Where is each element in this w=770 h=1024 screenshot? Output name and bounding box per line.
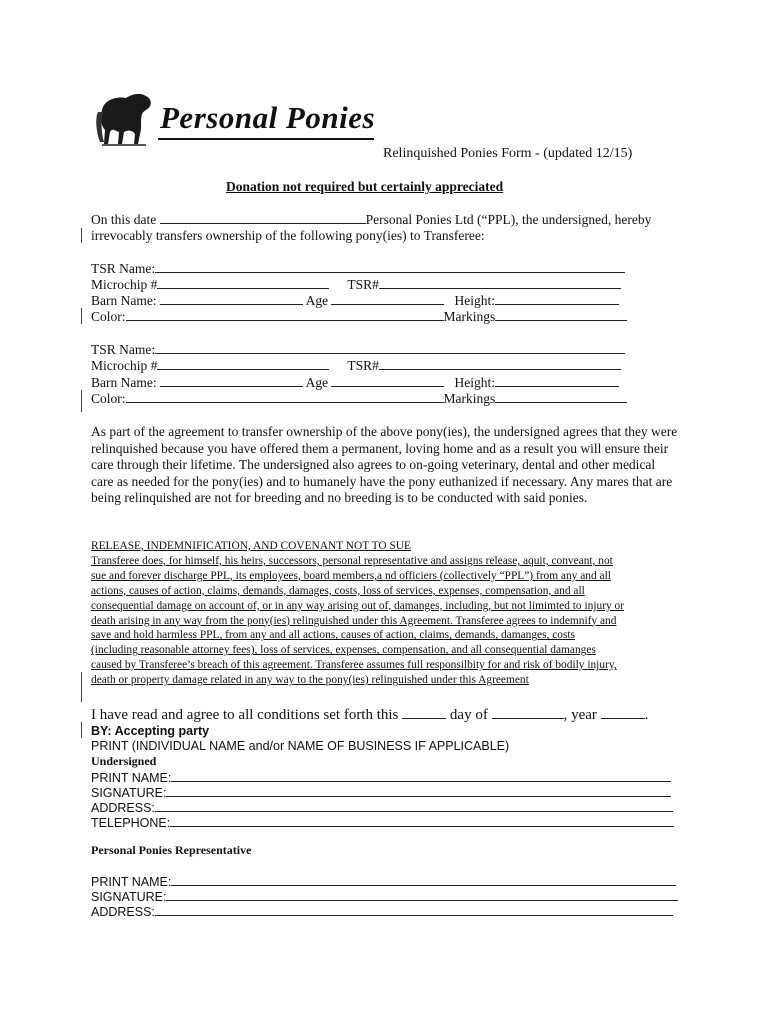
age-field[interactable] <box>331 292 444 305</box>
rep-print-name-row <box>91 873 676 889</box>
tsr-name-label: TSR Name: <box>91 261 156 276</box>
change-bar <box>81 722 82 738</box>
change-bar <box>81 390 82 412</box>
rep-signature-field[interactable] <box>166 888 678 901</box>
acknowledgement-line <box>91 706 648 724</box>
ack-prefix: I have read and agree to all conditions set forth this <box>91 707 403 723</box>
signature-row <box>91 784 671 800</box>
date-field[interactable] <box>160 211 366 224</box>
logo <box>92 88 392 150</box>
address-field[interactable] <box>155 799 673 812</box>
barn-name-row <box>91 374 619 391</box>
release-line: Transferee does, for himself, his heirs, successors, personal representative and assigns release, aquit, conveant, not <box>91 554 613 567</box>
release-line: death arising in any way from the pony(ies) relinguished under this Agreement. Transferee agrees to indemnify and <box>91 614 617 627</box>
tsr-number-field[interactable] <box>379 276 621 289</box>
barn-name-label: Barn Name: <box>91 375 160 390</box>
logo-underline <box>158 138 374 140</box>
rep-address-row <box>91 903 673 919</box>
release-line: consequential damage on account of, or in any way arising out of, damanges, including, but not limimted to injury or <box>91 599 625 612</box>
barn-name-field[interactable] <box>160 374 303 387</box>
markings-field[interactable] <box>495 390 627 403</box>
barn-name-row <box>91 292 619 309</box>
release-line: sue and forever discharge PPL, its employees, board members,a nd officiers (collectively “PPL”) from any and all <box>91 569 611 582</box>
tsr-name-row <box>91 341 625 358</box>
address-label: ADDRESS: <box>91 801 155 815</box>
tsr-name-field[interactable] <box>155 260 625 273</box>
release-title: RELEASE, INDEMNIFICATION, AND COVENANT NOT TO SUE <box>91 540 411 552</box>
intro-line-2: irrevocably transfers ownership of the following pony(ies) to Transferee: <box>91 228 485 243</box>
telephone-row <box>91 814 674 830</box>
barn-name-label: Barn Name: <box>91 293 160 308</box>
tsr-number-field[interactable] <box>379 357 621 370</box>
intro-line-1 <box>91 211 651 228</box>
telephone-label: TELEPHONE: <box>91 816 171 830</box>
barn-name-field[interactable] <box>160 292 303 305</box>
rep-address-field[interactable] <box>155 903 673 916</box>
color-row <box>91 390 627 407</box>
rep-print-name-label: PRINT NAME: <box>91 875 172 889</box>
microchip-field[interactable] <box>157 357 329 370</box>
age-label: Age <box>302 293 332 308</box>
representative-title: Personal Ponies Representative <box>91 843 252 857</box>
print-instruction: PRINT (INDIVIDUAL NAME and/or NAME OF BUSINESS IF APPLICABLE) <box>91 739 510 753</box>
release-line: caused by Transferee’s breach of this agreement. Transferee assumes full responsilbity for and risk of bodily injury, <box>91 659 617 672</box>
ack-year-label: , year <box>563 707 601 723</box>
age-field[interactable] <box>331 374 444 387</box>
change-bar <box>81 308 82 324</box>
pony-logo-icon <box>92 88 162 150</box>
release-section <box>91 539 691 688</box>
signature-field[interactable] <box>166 784 671 797</box>
height-label: Height: <box>454 293 495 308</box>
release-line: actions, causes of action, claims, demands, damages, costs, loss of services, expenses, compensation, and all <box>91 584 585 597</box>
markings-field[interactable] <box>495 308 627 321</box>
release-line: (including reasonable attorney fees), loss of services, expenses, compensation, and all consequential damanges <box>91 644 596 657</box>
height-field[interactable] <box>495 292 619 305</box>
form-title: Relinquished Ponies Form - (updated 12/15) <box>383 146 633 161</box>
color-field[interactable] <box>126 308 444 321</box>
change-bar <box>81 672 82 702</box>
tsr-name-field[interactable] <box>155 341 625 354</box>
rep-address-label: ADDRESS: <box>91 905 155 919</box>
height-field[interactable] <box>495 374 619 387</box>
intro-suffix: Personal Ponies Ltd (“PPL), the undersigned, hereby <box>365 212 652 227</box>
ack-day-label: day of <box>446 707 492 723</box>
tsr-number-label: TSR# <box>347 277 379 292</box>
color-label: Color: <box>91 309 126 324</box>
release-line: save and hold harmless PPL, from any and all actions, causes of action, claims, demands, damanges, costs <box>91 629 575 642</box>
tsr-name-label: TSR Name: <box>91 342 156 357</box>
color-row <box>91 308 627 325</box>
ack-year-field[interactable] <box>601 706 645 719</box>
tsr-name-row <box>91 260 625 277</box>
by-label: BY: Accepting party <box>91 724 210 738</box>
intro-prefix: On this date <box>91 212 160 227</box>
age-label: Age <box>302 375 332 390</box>
ack-month-field[interactable] <box>492 706 564 719</box>
rep-signature-row <box>91 888 678 904</box>
print-name-field[interactable] <box>171 769 671 782</box>
logo-text: Personal Ponies <box>160 100 376 135</box>
release-line: death or property damage related in any way to the pony(ies) relinguished under this Agreement <box>91 674 529 687</box>
change-bar <box>81 228 82 243</box>
signature-label: SIGNATURE: <box>91 786 167 800</box>
undersigned-label: Undersigned <box>91 754 157 768</box>
markings-label: Markings <box>443 391 496 406</box>
height-label: Height: <box>454 375 495 390</box>
address-row <box>91 799 673 815</box>
markings-label: Markings <box>443 309 496 324</box>
print-name-row <box>91 769 671 785</box>
ack-end: . <box>644 707 649 723</box>
tsr-number-label: TSR# <box>347 358 379 373</box>
print-name-label: PRINT NAME: <box>91 771 172 785</box>
color-label: Color: <box>91 391 126 406</box>
rep-print-name-field[interactable] <box>171 873 676 886</box>
microchip-label: Microchip # <box>91 358 158 373</box>
ack-day-field[interactable] <box>402 706 446 719</box>
telephone-field[interactable] <box>170 814 674 827</box>
microchip-label: Microchip # <box>91 277 158 292</box>
color-field[interactable] <box>126 390 444 403</box>
microchip-row <box>91 357 621 374</box>
microchip-row <box>91 276 621 293</box>
microchip-field[interactable] <box>157 276 329 289</box>
agreement-paragraph: As part of the agreement to transfer ownership of the above pony(ies), the undersigned agrees that they were relinquished because you have offered them a permanent, loving home and as a result you will ensure their care through their lifetime. The undersigned also agrees to on-going veterinary, dental and other medical care as needed for the pony(ies) and to humanely have the pony euthanized if necessary. Any mares that are being relinquished are not for breeding and no breeding is to be conducted with said ponies. <box>91 424 678 505</box>
donation-note: Donation not required but certainly appreciated <box>226 179 504 194</box>
rep-signature-label: SIGNATURE: <box>91 890 167 904</box>
